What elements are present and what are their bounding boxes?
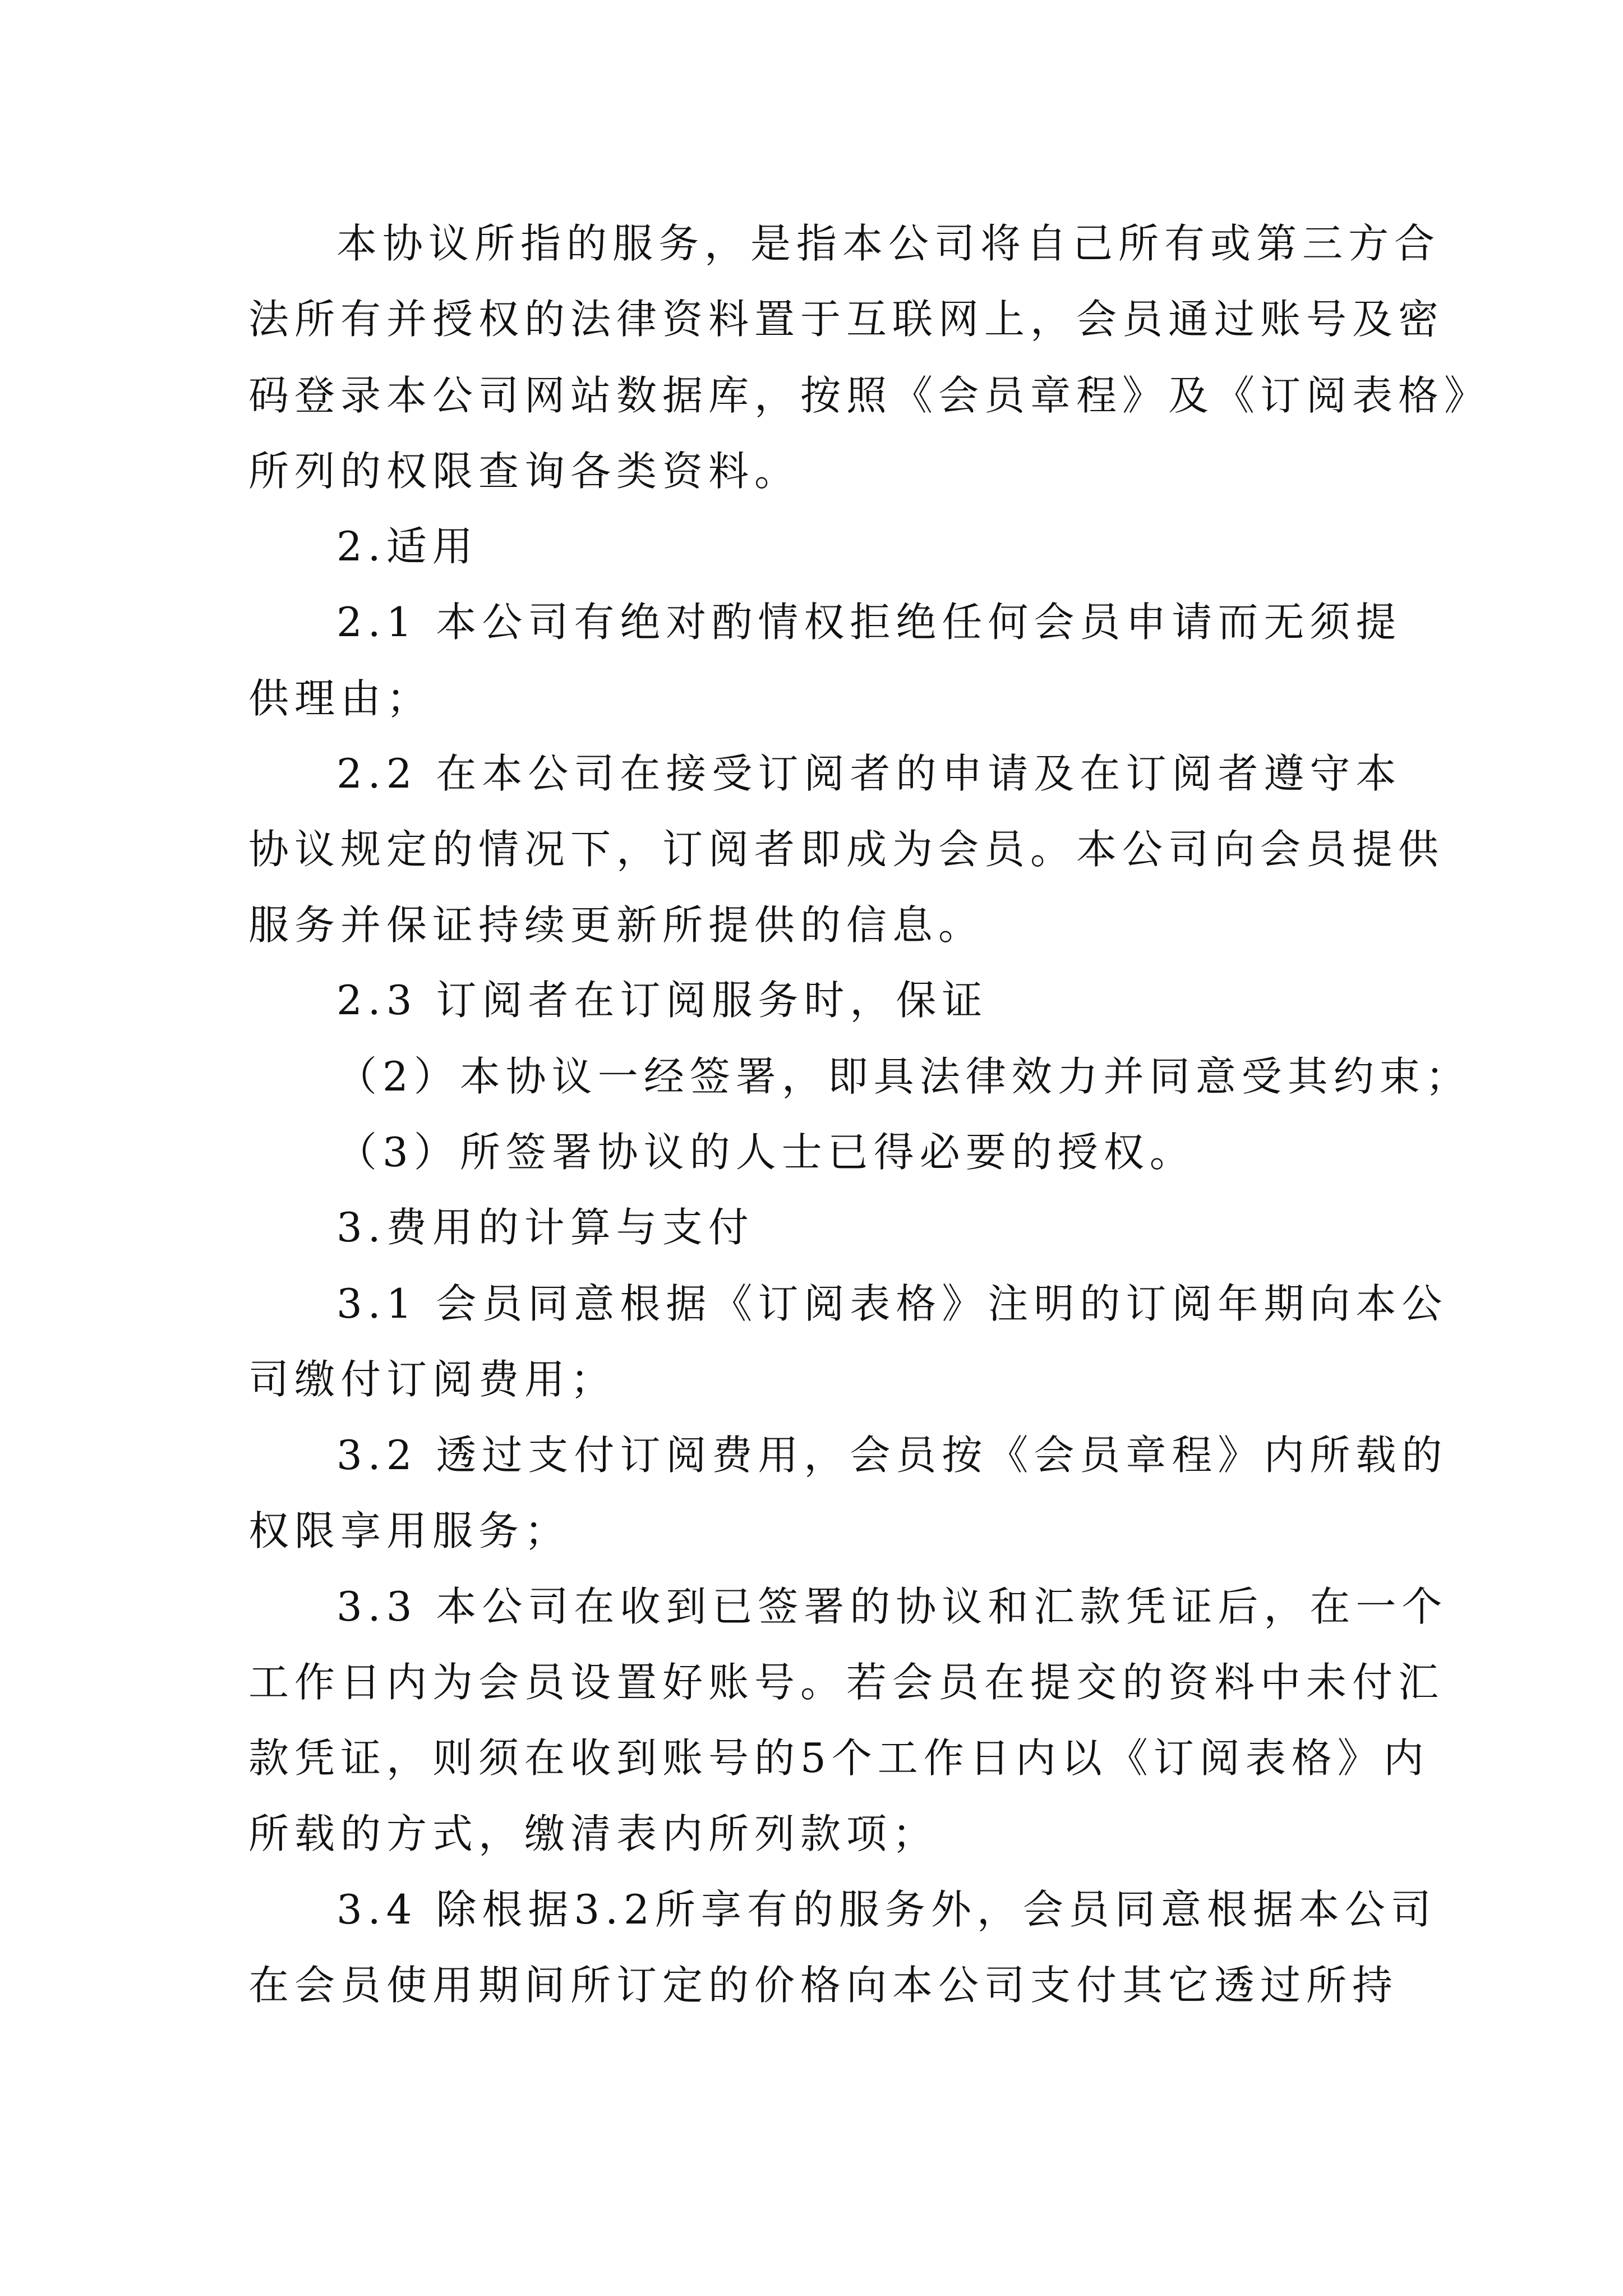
clause-line: 3.2 透过支付订阅费用，会员按《会员章程》内所载的 xyxy=(336,1432,1448,1479)
list-item: （2）本协议一经签署，即具法律效力并同意受其约束； xyxy=(336,1053,1472,1100)
clause-line: 权限享用服务； xyxy=(248,1507,571,1554)
clause-line: 服务并保证持续更新所提供的信息。 xyxy=(248,901,985,949)
clause-line: 所载的方式，缴清表内所列款项； xyxy=(248,1810,939,1857)
paragraph-line: 码登录本公司网站数据库，按照《会员章程》及《订阅表格》 xyxy=(248,372,1491,419)
clause-line: 款凭证，则须在收到账号的5个工作日内以《订阅表格》内 xyxy=(248,1734,1430,1782)
paragraph-line: 本协议所指的服务，是指本公司将自己所有或第三方合 xyxy=(336,220,1441,267)
clause-line: 3.4 除根据3.2所享有的服务外，会员同意根据本公司 xyxy=(336,1886,1437,1933)
clause-line: 2.2 在本公司在接受订阅者的申请及在订阅者遵守本 xyxy=(336,750,1402,797)
clause-line: 协议规定的情况下，订阅者即成为会员。本公司向会员提供 xyxy=(248,826,1445,873)
clause-line: 司缴付订阅费用； xyxy=(248,1356,617,1403)
clause-line: 工作日内为会员设置好账号。若会员在提交的资料中未付汇 xyxy=(248,1659,1445,1706)
section-heading: 2.适用 xyxy=(336,523,478,570)
clause-line: 2.3 订阅者在订阅服务时，保证 xyxy=(336,977,988,1024)
list-item: （3）所签署协议的人士已得必要的授权。 xyxy=(336,1129,1196,1176)
section-heading: 3.费用的计算与支付 xyxy=(336,1204,754,1251)
clause-line: 在会员使用期间所订定的价格向本公司支付其它透过所持 xyxy=(248,1962,1399,2009)
clause-line: 2.1 本公司有绝对酌情权拒绝任何会员申请而无须提 xyxy=(336,599,1402,646)
clause-line: 3.3 本公司在收到已签署的协议和汇款凭证后，在一个 xyxy=(336,1583,1448,1630)
paragraph-line: 法所有并授权的法律资料置于互联网上，会员通过账号及密 xyxy=(248,296,1445,343)
paragraph-line: 所列的权限查询各类资料。 xyxy=(248,448,801,495)
clause-line: 供理由； xyxy=(248,675,433,722)
clause-line: 3.1 会员同意根据《订阅表格》注明的订阅年期向本公 xyxy=(336,1280,1448,1327)
